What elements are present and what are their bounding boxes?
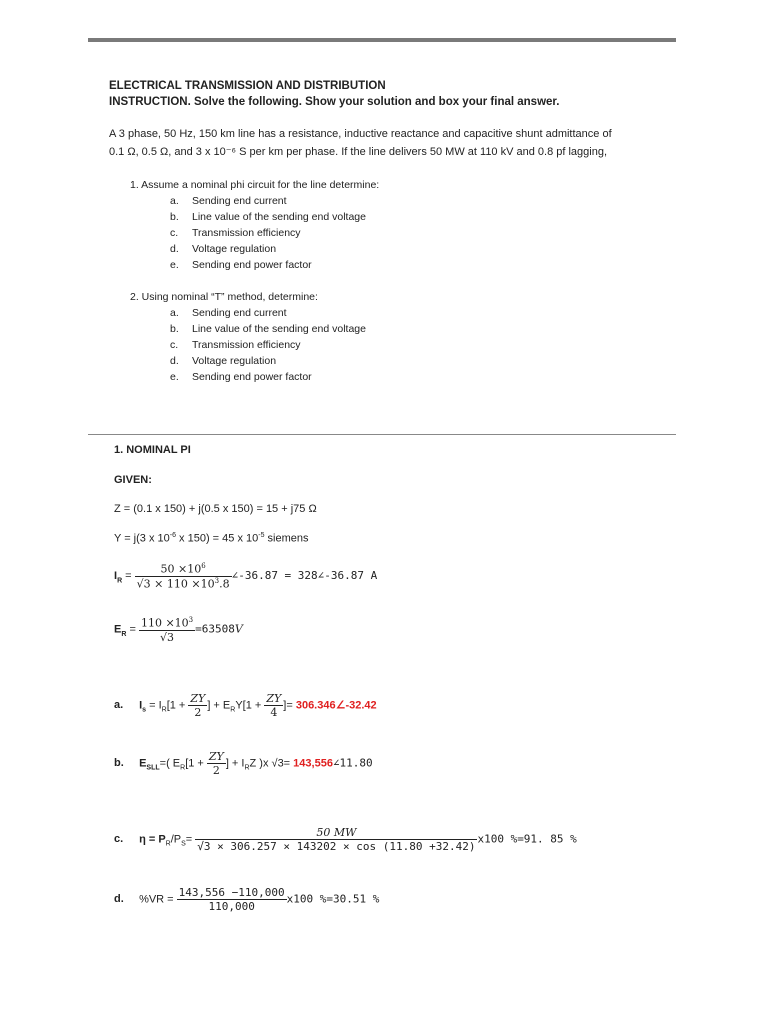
question-2-item: b. Line value of the sending end voltage xyxy=(170,323,366,335)
answer-b-value: 143,556 xyxy=(293,757,333,770)
question-2-item: e. Sending end power factor xyxy=(170,371,312,383)
section-divider xyxy=(88,434,676,435)
admittance-equation: Y = j(3 x $10^{-6}$ x 150) = 45 x $10^{-5}$ siemens xyxy=(114,532,309,545)
question-1-item: b. Line value of the sending end voltage xyxy=(170,211,366,223)
er-fraction: $\frac{110 \times 10^3}{√3}$ xyxy=(140,616,194,644)
question-1-item: d. Voltage regulation xyxy=(170,243,277,255)
question-1: 1. Assume a nominal phi circuit for the line determine: xyxy=(130,179,380,191)
problem-line-2: 0.1 Ω, 0.5 Ω, and 3 x 10⁻⁶ S per km per phase. If the line delivers 50 MW at 110 kV and 0.8 pf lagging, xyxy=(109,146,608,158)
question-1-item: c. Transmission efficiency xyxy=(170,227,301,239)
answer-d: d. %VR = $\frac{143,556 -110,000}{110,000}$ x100 %=30.51 % xyxy=(114,886,380,913)
question-2: 2. Using nominal “T” method, determine: xyxy=(130,291,318,303)
question-2-item: c. Transmission efficiency xyxy=(170,339,301,351)
answer-a-value: 306.346∠-32.42 xyxy=(295,699,377,712)
question-1-item: e. Sending end power factor xyxy=(170,259,312,271)
question-2-item: d. Voltage regulation xyxy=(170,355,277,367)
question-1-item: a. Sending end current xyxy=(170,195,287,207)
question-2-item: a. Sending end current xyxy=(170,307,287,319)
answer-a: a. $I_s = I_R[1$ + $\frac{ZY}{2}$ ] + $E_RY[1$ + $\frac{ZY}{4}$ ]= 306.346∠-32.42 xyxy=(114,692,377,719)
answer-c: c. $\eta = P_R/P_S=$ $\frac{50 MW}{√3 \times 306.257 \times 143202 \times \cos (11.80 +32.42)}$ x100 %=91. 85 % xyxy=(114,826,577,853)
receiving-current-equation: $I_R$ = $\frac{50 \times 10^6}{√3 \times 110 \times 10^3.8}$ ∠-36.87 = 328∠-36.87 A xyxy=(114,562,378,591)
answer-b: b. $E_{SLL}=$( $E_R[1$ + $\frac{ZY}{2}$ ] + $I_RZ$ )x √3= 143,556∠11.80 xyxy=(114,750,373,777)
instruction-text: INSTRUCTION. Solve the following. Show your solution and box your final answer. xyxy=(109,96,560,108)
receiving-voltage-equation: $E_R$ = $\frac{110 \times 10^3}{√3}$ =63508V xyxy=(114,616,243,644)
document-title: ELECTRICAL TRANSMISSION AND DISTRIBUTION xyxy=(109,80,386,92)
ir-fraction: $\frac{50 \times 10^6}{√3 \times 110 \times 10^3.8}$ xyxy=(136,562,230,591)
solution-heading: 1. NOMINAL PI xyxy=(114,444,191,456)
problem-page xyxy=(90,42,676,436)
given-label: GIVEN: xyxy=(114,474,152,486)
impedance-equation: Z = (0.1 x 150) + j(0.5 x 150) = 15 + j75 Ω xyxy=(114,503,317,515)
problem-line-1: A 3 phase, 50 Hz, 150 km line has a resistance, inductive reactance and capacitive shunt admittance of xyxy=(109,128,612,140)
